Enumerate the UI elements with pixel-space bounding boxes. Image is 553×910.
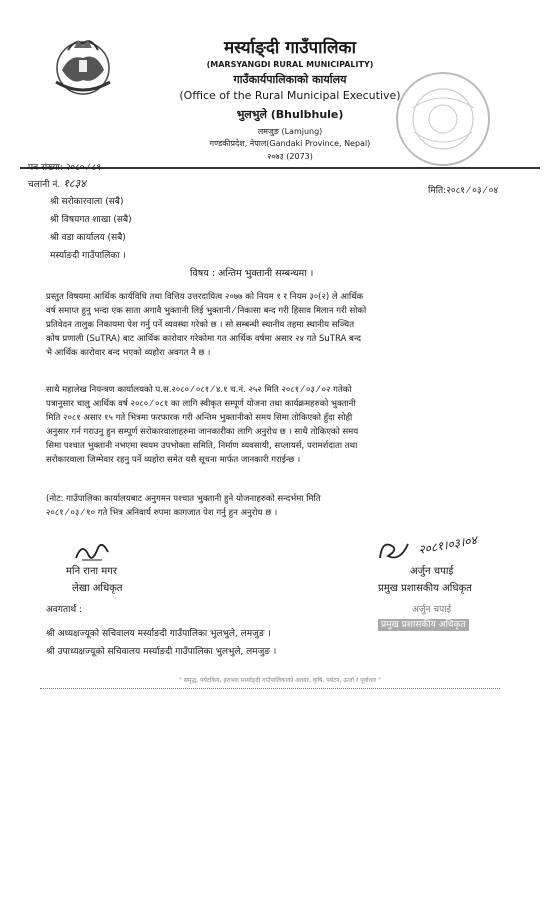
stamp-title: प्रमुख प्रशासकीय अधिकृत xyxy=(378,619,469,631)
para2-line: मिति २०८१ असार १५ गते भित्रमा फरफारक गरी अन्तिम भुक्तानीको समय सिमा तोकिएको हुँदा सोही xyxy=(46,413,353,423)
para2-line: अनुसार गर्न गराउनु हुन सम्पूर्ण सरोकारवालाहरुमा जानकारीका लागि अनुरोध छ । साथै तोकिएको समय xyxy=(46,427,359,437)
office-name-np: गाउँकार्यपालिकाको कार्यालय xyxy=(233,73,347,86)
signatory-left-title: लेखा अधिकृत xyxy=(72,583,123,594)
signature-left xyxy=(72,538,112,566)
established-year: २०७३ (2073) xyxy=(267,152,313,161)
dispatch-number-label xyxy=(28,176,86,191)
para2-line: पत्रानुसार चालु आर्थिक वर्ष २०८० ⁄ ०८१ का लागि स्वीकृत सम्पूर्ण योजना तथा कार्यक्रमहरुको भुक्तानी xyxy=(46,399,356,409)
district-name: लमजुङ (Lamjung) xyxy=(257,127,323,136)
signatory-right-name: अर्जुन चपाई xyxy=(410,566,454,577)
handwritten-date: २०८१।०३।०४ xyxy=(417,532,478,558)
para1-line: प्रतिवेदन तालुक निकायमा पेश गर्नु पर्ने व्यवस्था गरेको छ । सो सम्बन्धी स्थानीय तहमा स्थानीय सञ्चित xyxy=(46,320,355,330)
para1-line: भै आर्थिक कारोवार बन्द भएको व्यहोरा अवगत नै छ । xyxy=(46,348,211,358)
para1-line: कोष प्रणाली (SuTRA) बाट आर्थिक कारोवार गरेकोमा गत आर्थिक वर्षमा असार २४ गते SuTRA बन्द xyxy=(46,334,362,344)
body-paragraph-1 xyxy=(46,290,524,360)
province-name: गण्डकीप्रदेश, नेपाल(Gandaki Province, Nepal) xyxy=(209,139,371,148)
cc-2: श्री उपाध्यक्षज्यूको सचिवालय मर्स्याङदी गाउँपालिका भुलभुले, लमजुङ । xyxy=(46,647,277,657)
note-paragraph xyxy=(46,492,524,520)
dispatch-label: चलानी नं. xyxy=(28,180,64,190)
cc-heading: अवगतार्थ : xyxy=(46,605,83,615)
subject-line: विषय : अन्तिम भुक्तानी सम्बन्धमा । xyxy=(190,268,314,279)
note-line: २०८१ ⁄ ०३ ⁄ १० गते भित्र अनिवार्य रुपमा कागजात पेश गर्नु हुन अनुरोध छ । xyxy=(46,508,278,518)
signatory-left-name: मनि राना मगर xyxy=(66,566,117,577)
para1-line: प्रस्तुत विषयमा आर्थिक कार्यविधि तथा वित्तिय उत्तरदायित्व २०७७ को नियम १ र नियम ३०(२) ले आर्थिक xyxy=(46,292,364,302)
footer-divider xyxy=(40,688,500,689)
recipient-3: श्री वडा कार्यालय (सबै) xyxy=(50,233,126,243)
signature-right xyxy=(374,536,414,564)
body-paragraph-2 xyxy=(46,383,524,467)
recipient-2: श्री विषयगत शाखा (सबै) xyxy=(50,215,132,225)
office-stamp xyxy=(392,68,494,170)
org-name-en: (MARSYANGDI RURAL MUNICIPALITY) xyxy=(206,60,374,69)
municipality-emblem xyxy=(48,30,118,100)
recipient-1: श्री सरोकारवाला (सबै) xyxy=(50,197,124,207)
para2-line: साथै महालेख नियन्त्रण कार्यालयको प.स.२०८० ⁄ ०८१ ⁄ ४.१ च.नं. २५२ मिति २०८१ ⁄ ०३ ⁄ ०२ गतेको xyxy=(46,385,352,395)
place-name: भुलभुले (Bhulbhule) xyxy=(236,108,344,121)
para2-line: सरोकारवाला जिम्मेवार रहनु पर्ने व्यहोरा समेत यसै सूचना मार्फत जानकारी गराईन्छ । xyxy=(46,455,301,465)
dispatch-number-value: १८३४ xyxy=(63,177,86,190)
recipient-4: मर्स्याङदी गाउँपालिका । xyxy=(50,251,126,261)
footer-motto: " समृद्ध, पर्यटकिय, हराभरा मर्स्याङ्दी गाउँपालिकाको आधार, कृषि, पर्यटन, ऊर्जा र पूर्वाधार " xyxy=(179,677,381,684)
signatory-right-title: प्रमुख प्रशासकीय अधिकृत xyxy=(378,583,472,594)
org-name-np: मर्स्याङ्दी गाउँपालिका xyxy=(224,38,356,58)
cc-1: श्री अध्यक्षज्यूको सचिवालय मर्स्याङदी गाउँपालिका भुलभुले, लमजुङ । xyxy=(46,629,271,639)
letter-date: मिति:२०८१ ⁄ ०३ ⁄ ०४ xyxy=(428,186,499,196)
para2-line: सिमा पश्चात भुक्तानी नभएमा स्वयम उपभोक्ता समिति, निर्माण व्यवसायी, सप्लायर्स, परामर्शदाता तथा xyxy=(46,441,358,451)
para1-line: वर्ष समाप्त हुनु भन्दा एक साता अगावै भुक्तानी लिई भुक्तानी ⁄ निकासा बन्द गरी हिसाव मिलान गरी सोको xyxy=(46,306,367,316)
office-name-en: (Office of the Rural Municipal Executive) xyxy=(179,89,401,102)
note-line: (नोट: गाउँपालिका कार्यालयबाट अनुगमन पश्चात भुक्तानी हुने योजनाहरुको सन्दर्भमा मिति xyxy=(46,494,321,504)
stamp-name: अर्जुन चपाई xyxy=(412,605,451,615)
letter-number: पत्र संख्या: २०८० ⁄ ८१ xyxy=(28,163,102,173)
